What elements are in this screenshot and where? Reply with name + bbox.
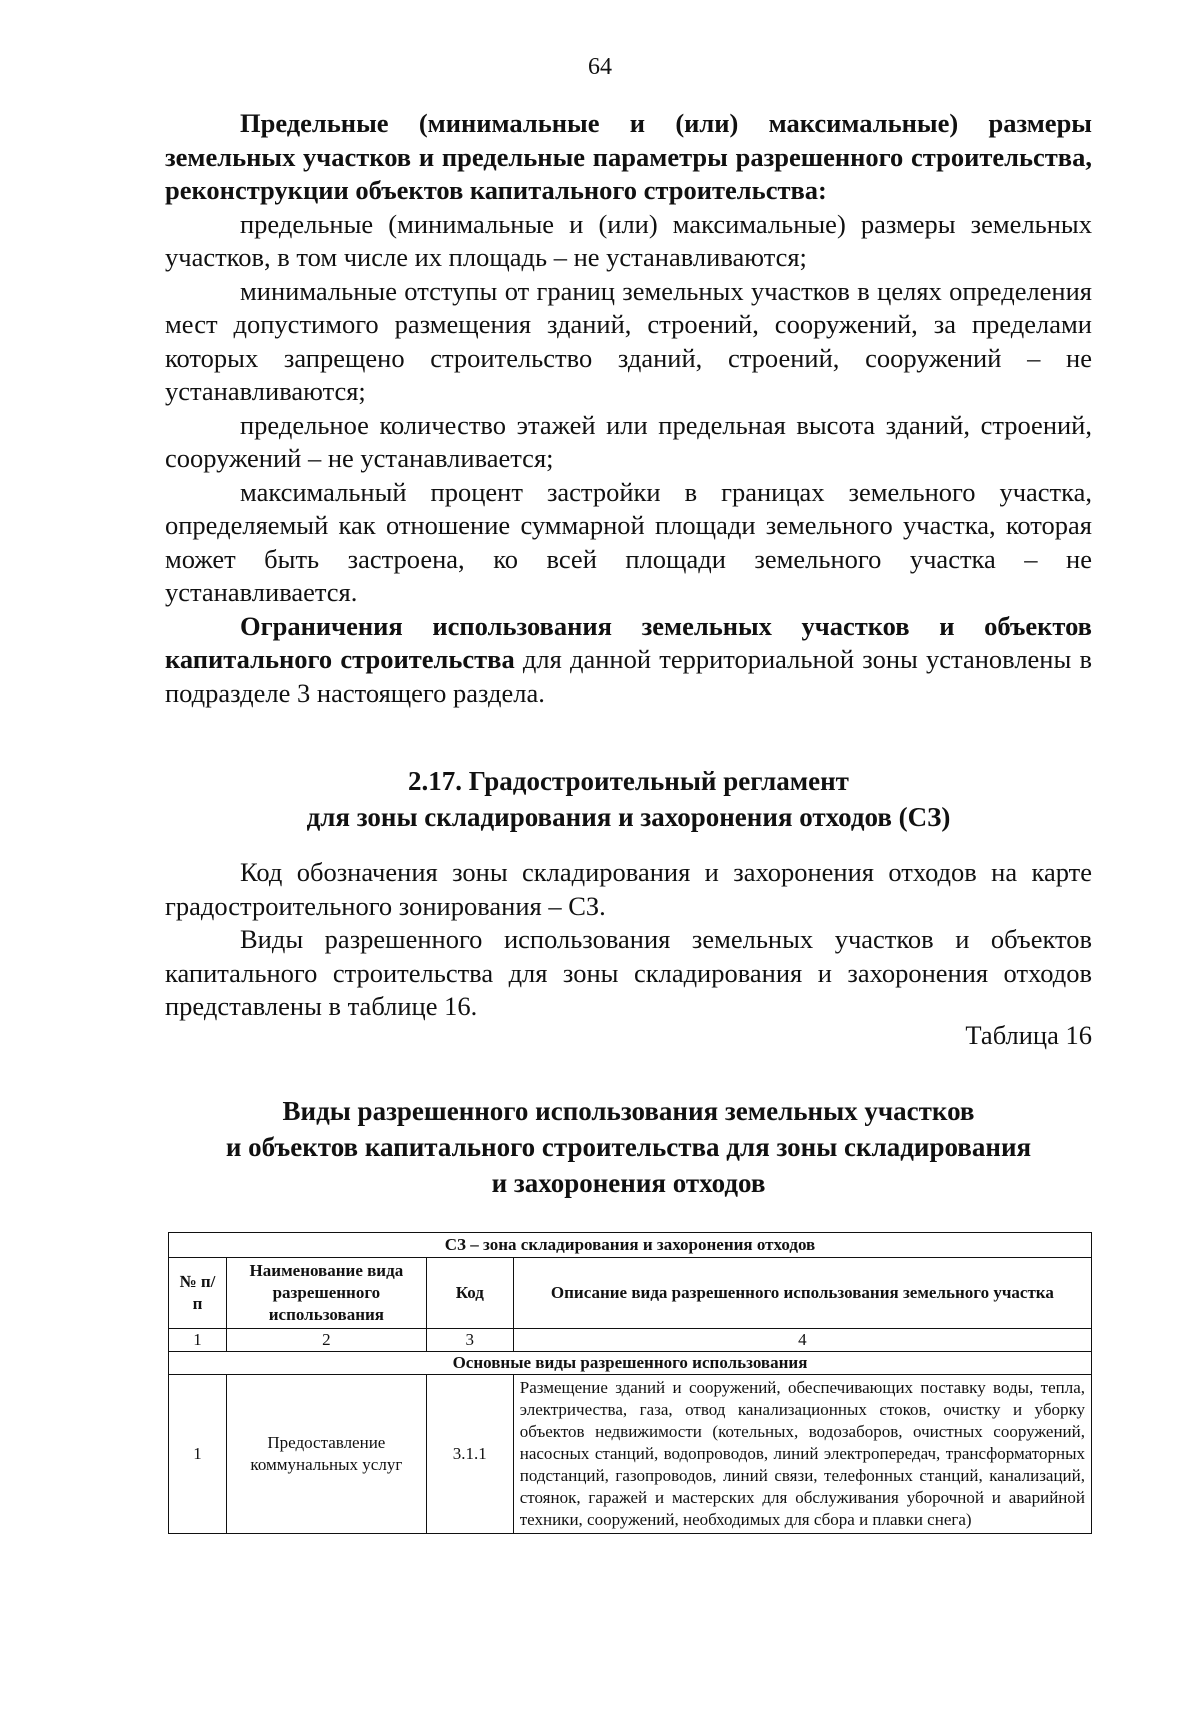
section-paragraph: Виды разрешенного использования земельных участков и объектов капитального строительства для зоны складирования и захоронения отходов представлены в таблице 16. [165,924,1092,1021]
limits-item: предельные (минимальные и (или) максимальные) размеры земельных участков, в том числе их площадь – не устанавливаются; [165,208,1092,272]
restrictions-paragraph [165,610,1092,711]
column-number: 2 [226,1329,426,1352]
column-number: 4 [513,1329,1091,1352]
table-title-line: Виды разрешенного использования земельных участков [282,1096,975,1126]
table-title-line: и объектов капитального строительства для зоны складирования [225,1132,1032,1162]
column-number: 1 [169,1329,227,1352]
zone-header-row [169,1233,1092,1258]
limits-heading: Предельные (минимальные и (или) максимальные) размеры земельных участков и предельные параметры разрешенного строительства, реконструкции объектов капитального строительства: [165,108,1092,205]
column-header-code: Код [426,1258,513,1329]
page-number: 64 [588,54,612,80]
column-header-row [169,1258,1092,1329]
limits-block [165,107,1092,710]
group-header-row [169,1352,1092,1375]
section-heading [165,763,1092,835]
section-heading-line: для зоны складирования и захоронения отходов (СЗ) [306,802,951,832]
land-use-table [168,1232,1092,1534]
section-body [165,856,1092,1024]
row-num: 1 [169,1375,227,1534]
restrictions-bold-text: Ограничения использования земельных участков и объектов капитального строительства [165,610,1092,674]
column-header-desc: Описание вида разрешенного использования земельного участка [513,1258,1091,1329]
row-code: 3.1.1 [426,1375,513,1534]
column-number-row [169,1329,1092,1352]
row-desc: Размещение зданий и сооружений, обеспечивающих поставку воды, тепла, электричества, газа, отвод канализационных стоков, очистку и уборку объектов недвижимости (котельных, водозаборов, очистных сооружений, насосных станций, водопроводов, линий электропередач, трансформаторных подстанций, газопроводов, линий связи, телефонных станций, канализаций, стоянок, гаражей и мастерских для обслуживания уборочной и аварийной техники, сооружений, необходимых для сбора и плавки снега) [513,1375,1091,1534]
group-header: Основные виды разрешенного использования [169,1352,1092,1375]
column-number: 3 [426,1329,513,1352]
column-header-num: № п/п [169,1258,227,1329]
column-header-name: Наименование вида разрешенного использования [226,1258,426,1329]
section-heading-line: 2.17. Градостроительный регламент [408,766,849,796]
table-row [169,1375,1092,1534]
section-paragraph: Код обозначения зоны складирования и захоронения отходов на карте градостроительного зонирования – СЗ. [165,857,1092,921]
row-name: Предоставление коммунальных услуг [226,1375,426,1534]
table-caption: Таблица 16 [965,1020,1092,1050]
limits-item: максимальный процент застройки в границах земельного участка, определяемый как отношение суммарной площади земельного участка, которая может быть застроена, ко всей площади земельного участка – не устанавливается. [165,476,1092,607]
table-title-line: и захоронения отходов [491,1168,766,1198]
limits-item: минимальные отступы от границ земельных участков в целях определения мест допустимого размещения зданий, строений, сооружений, за пределами которых запрещено строительство зданий, строений, сооружений – не устанавливаются; [165,275,1092,406]
restrictions-rest-text: для данной территориальной зоны установлены в подразделе 3 настоящего раздела. [165,644,1092,708]
limits-item: предельное количество этажей или предельная высота зданий, строений, сооружений – не устанавливается; [165,409,1092,473]
table-title [165,1093,1092,1201]
zone-header: СЗ – зона складирования и захоронения отходов [169,1233,1092,1258]
